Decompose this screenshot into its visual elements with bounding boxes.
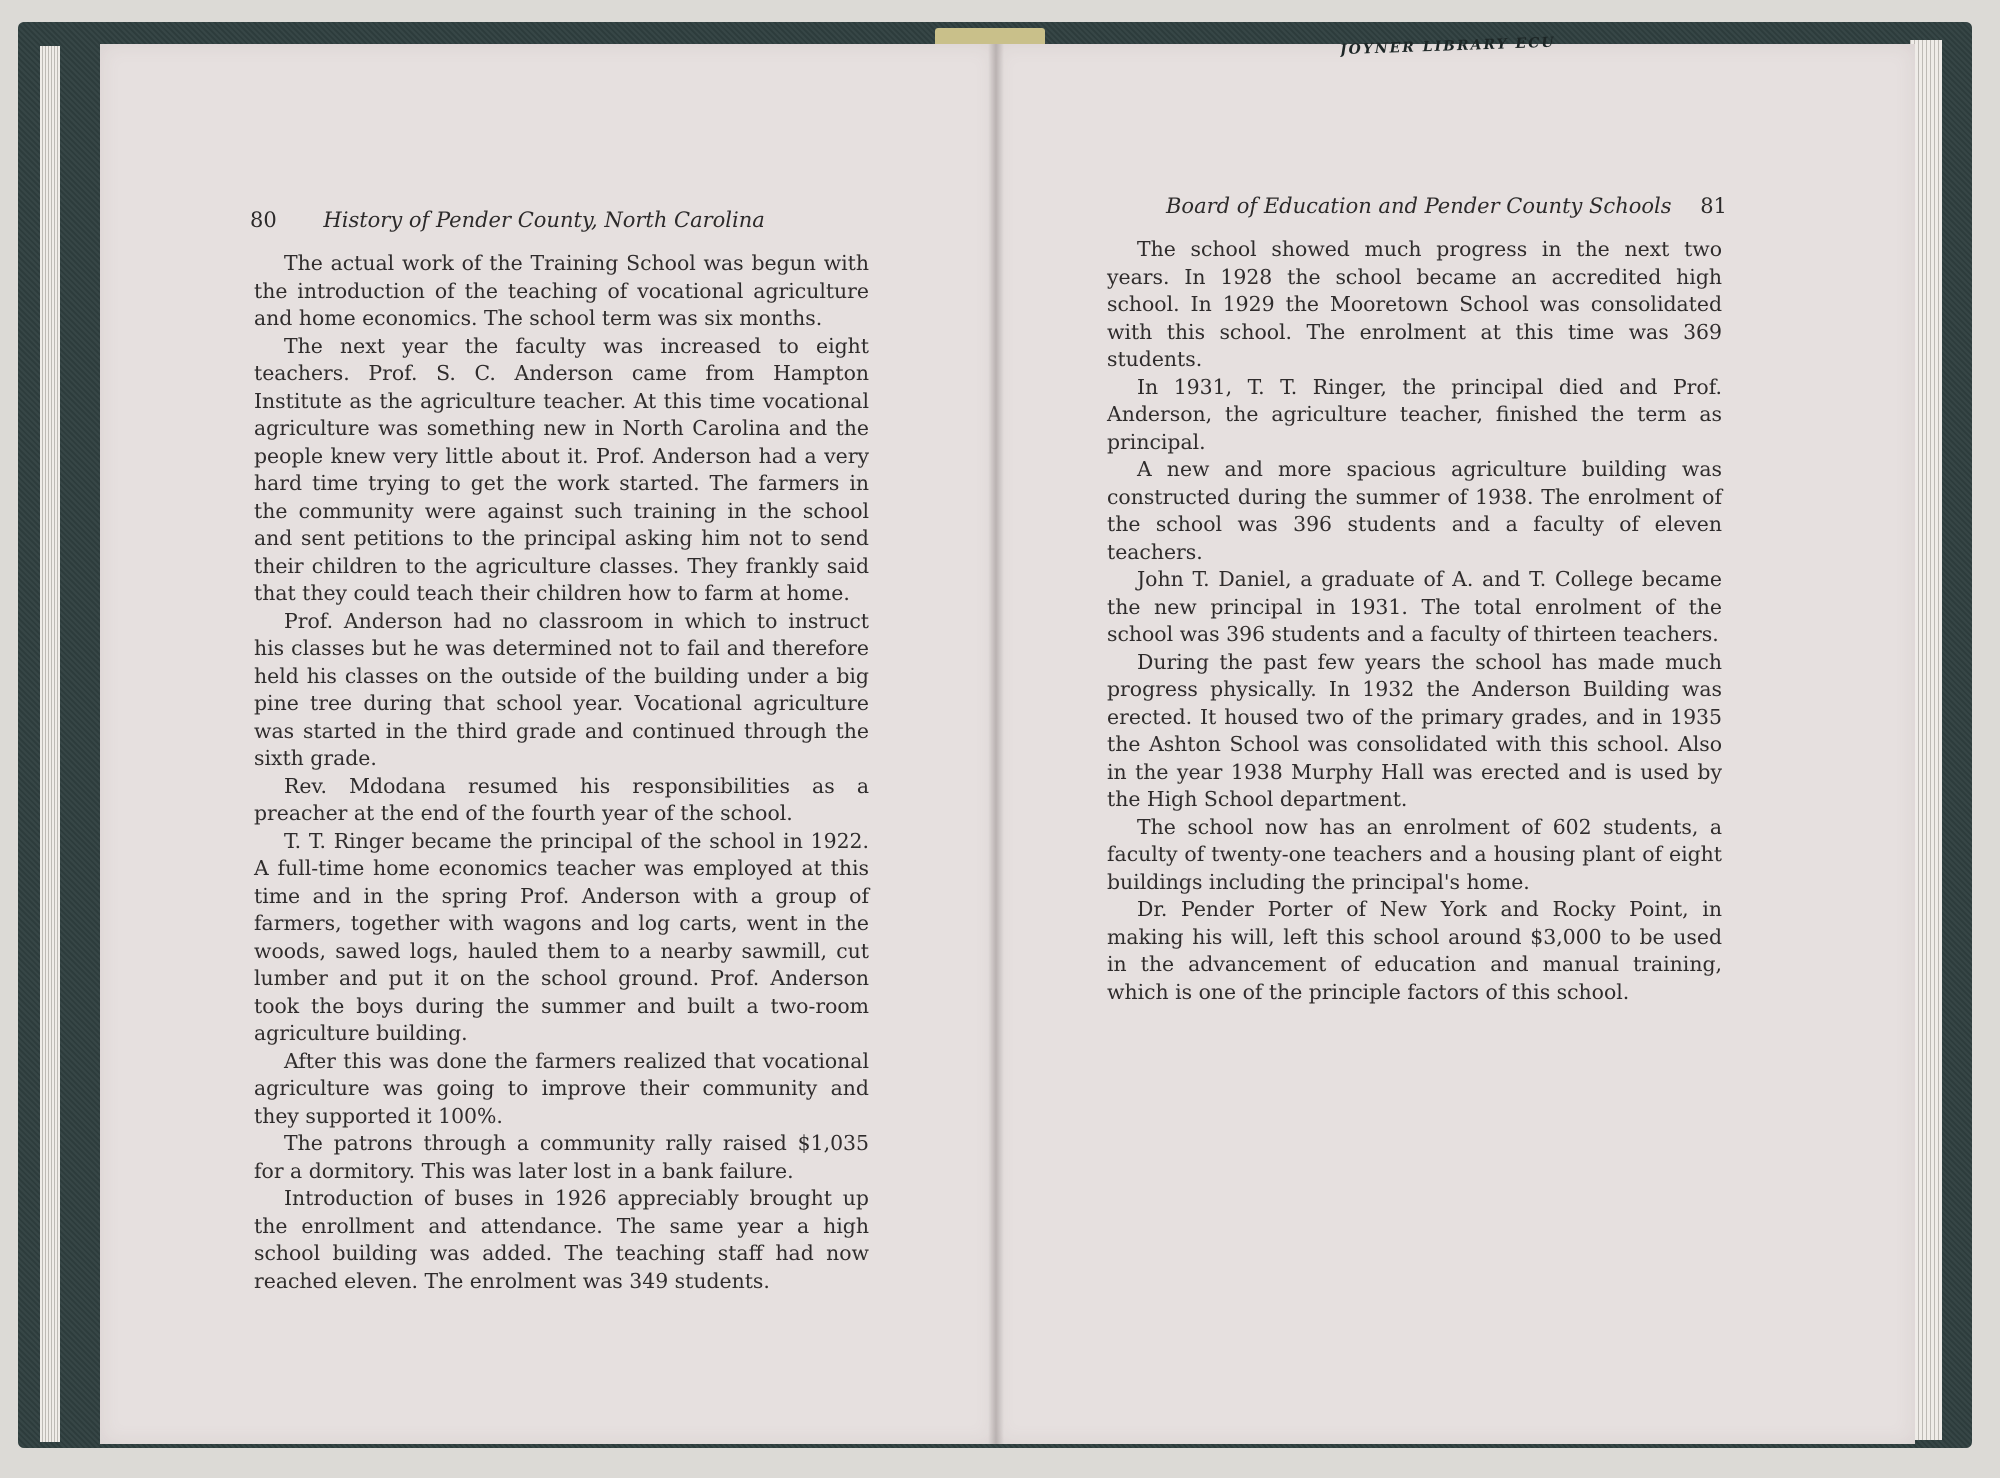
- paragraph: The school now has an enrolment of 602 students, a faculty of twenty-one teachers and a housing plant of eight buildings including the principal's home.: [1107, 814, 1722, 894]
- right-page-body: [1107, 236, 1722, 1006]
- paragraph: Dr. Pender Porter of New York and Rocky Point, in making his will, left this school around $3,000 to be used in the advancement of education and manual training, which is one of the principle factors of this school.: [1107, 897, 1722, 1004]
- paragraph: John T. Daniel, a graduate of A. and T. College became the new principal in 1931. The total enrolment of the school was 396 students and a faculty of thirteen teachers.: [1107, 567, 1722, 646]
- paragraph: T. T. Ringer became the principal of the school in 1922. A full-time home economics teacher was employed at this time and in the spring Prof. Anderson with a group of farmers, together with wagons and log carts, went in the woods, sawed logs, hauled them to a nearby sawmill, cut lumber and put it on the school ground. Prof. Anderson took the boys during the summer and built a two-room agriculture building.: [254, 828, 869, 1045]
- right-running-title: Board of Education and Pender County Schools: [1166, 194, 1672, 218]
- left-page-header: [250, 208, 765, 232]
- page-edges-left: [40, 46, 60, 1442]
- library-stamp: JOYNER LIBRARY ECU: [1339, 34, 1556, 59]
- left-running-title: History of Pender County, North Carolina: [323, 208, 765, 232]
- paragraph: After this was done the farmers realized that vocational agriculture was going to improve their community and they supported it 100%.: [254, 1048, 869, 1128]
- left-page: [100, 44, 995, 1444]
- paragraph: Introduction of buses in 1926 appreciably brought up the enrollment and attendance. The same year a high school building was added. The teaching staff had now reached eleven. The enrolment was 349 students.: [254, 1186, 869, 1293]
- paragraph: Prof. Anderson had no classroom in which to instruct his classes but he was determined not to fail and therefore held his classes on the outside of the building under a big pine tree during that school year. Vocational agriculture was started in the third grade and continued through the sixth grade.: [254, 608, 869, 770]
- paragraph: The actual work of the Training School was begun with the introduction of the teaching of vocational agriculture and home economics. The school term was six months.: [254, 251, 869, 330]
- paragraph: Rev. Mdodana resumed his responsibilities as a preacher at the end of the fourth year of the school.: [254, 773, 869, 825]
- paragraph: The school showed much progress in the next two years. In 1928 the school became an accredited high school. In 1929 the Mooretown School was consolidated with this school. The enrolment at this time was 369 students.: [1107, 237, 1722, 371]
- right-page-header: [1166, 194, 1727, 218]
- paragraph: During the past few years the school has made much progress physically. In 1932 the Anderson Building was erected. It housed two of the primary grades, and in 1935 the Ashton School was consolidated with this school. Also in the year 1938 Murphy Hall was erected and is used by the High School department.: [1107, 649, 1722, 811]
- paragraph: The patrons through a community rally raised $1,035 for a dormitory. This was later lost in a bank failure.: [254, 1131, 869, 1183]
- left-page-body: [254, 250, 869, 1295]
- left-page-number: 80: [250, 208, 277, 232]
- paragraph: In 1931, T. T. Ringer, the principal died and Prof. Anderson, the agriculture teacher, finished the term as principal.: [1107, 374, 1722, 454]
- paragraph: The next year the faculty was increased to eight teachers. Prof. S. C. Anderson came from Hampton Institute as the agriculture teacher. At this time vocational agriculture was something new in North Carolina and the people knew very little about it. Prof. Anderson had a very hard time trying to get the work started. The farmers in the community were against such training in the school and sent petitions to the principal asking him not to send their children to the agriculture classes. They frankly said that they could teach their children how to farm at home.: [254, 333, 869, 605]
- right-page-number: 81: [1700, 194, 1727, 218]
- book-gutter: [988, 44, 1004, 1444]
- right-page: [995, 44, 1915, 1444]
- paragraph: A new and more spacious agriculture building was constructed during the summer of 1938. The enrolment of the school was 396 students and a faculty of eleven teachers.: [1107, 457, 1722, 564]
